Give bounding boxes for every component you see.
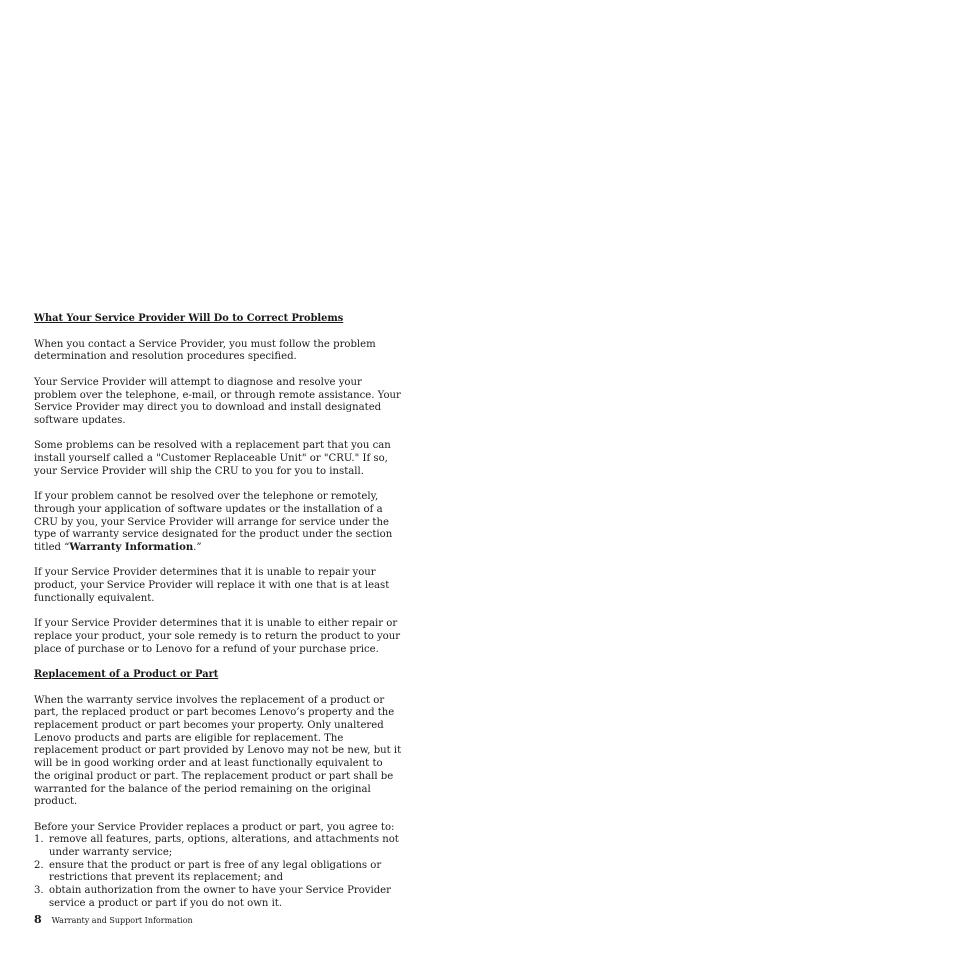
section-heading-service-provider: What Your Service Provider Will Do to Correct Problems: [34, 313, 344, 324]
paragraph-text: If your problem cannot be resolved over the telephone or remotely, through your application of software updates or the installation of a CRU by you, your Service Provider will arrange for service under the type of warranty service designated for the product under the section titled “: [34, 491, 393, 553]
list-item-text: obtain authorization from the owner to have your Service Provider service a product or part if you do not own it.: [49, 885, 391, 909]
paragraph: If your Service Provider determines that it is unable to repair your product, your Service Provider will replace it with one that is at least functionally equivalent.: [34, 567, 390, 604]
bold-reference: Warranty Information: [69, 541, 194, 553]
list-item: [34, 860, 402, 885]
paragraph: When the warranty service involves the replacement of a product or part, the replaced product or part becomes Lenovo’s property and the replacement product or part becomes your property. Only unaltered Lenovo products and parts are eligible for replacement. The replacement product or part provided by Lenovo may not be new, but it will be in good working order and at least functionally equivalent to the original product or part. The replacement product or part shall be warranted for the balance of the period remaining on the original product.: [34, 694, 402, 808]
list-item: [34, 885, 402, 910]
paragraph: Some problems can be resolved with a replacement part that you can install yourself called a "Customer Replaceable Unit" or "CRU." If so, your Service Provider will ship the CRU to you for you to install.: [34, 440, 391, 477]
list-item-text: ensure that the product or part is free of any legal obligations or restrictions that prevent its replacement; and: [49, 859, 382, 884]
paragraph-text: .”: [193, 541, 202, 553]
list-number: 1.: [34, 834, 44, 846]
paragraph: When you contact a Service Provider, you must follow the problem determination and resolution procedures specified.: [34, 338, 376, 363]
page-footer: [34, 914, 193, 927]
numbered-list: [34, 834, 402, 910]
page-number: 8: [34, 913, 42, 926]
list-number: 3.: [34, 885, 44, 897]
list-intro: Before your Service Provider replaces a product or part, you agree to:: [34, 821, 395, 833]
section-heading-replacement: Replacement of a Product or Part: [34, 668, 219, 680]
list-number: 2.: [34, 859, 44, 871]
list-item: [34, 834, 402, 859]
paragraph: [34, 491, 402, 555]
footer-title: Warranty and Support Information: [51, 916, 193, 925]
paragraph: Your Service Provider will attempt to diagnose and resolve your problem over the telephone, e-mail, or through remote assistance. Your Service Provider may direct you to download and install designated software updates.: [34, 376, 401, 426]
list-item-text: remove all features, parts, options, alterations, and attachments not under warranty service;: [49, 834, 399, 859]
paragraph: If your Service Provider determines that it is unable to either repair or replace your product, your sole remedy is to return the product to your place of purchase or to Lenovo for a refund of your purchase price.: [34, 618, 401, 655]
document-body: [34, 313, 402, 911]
